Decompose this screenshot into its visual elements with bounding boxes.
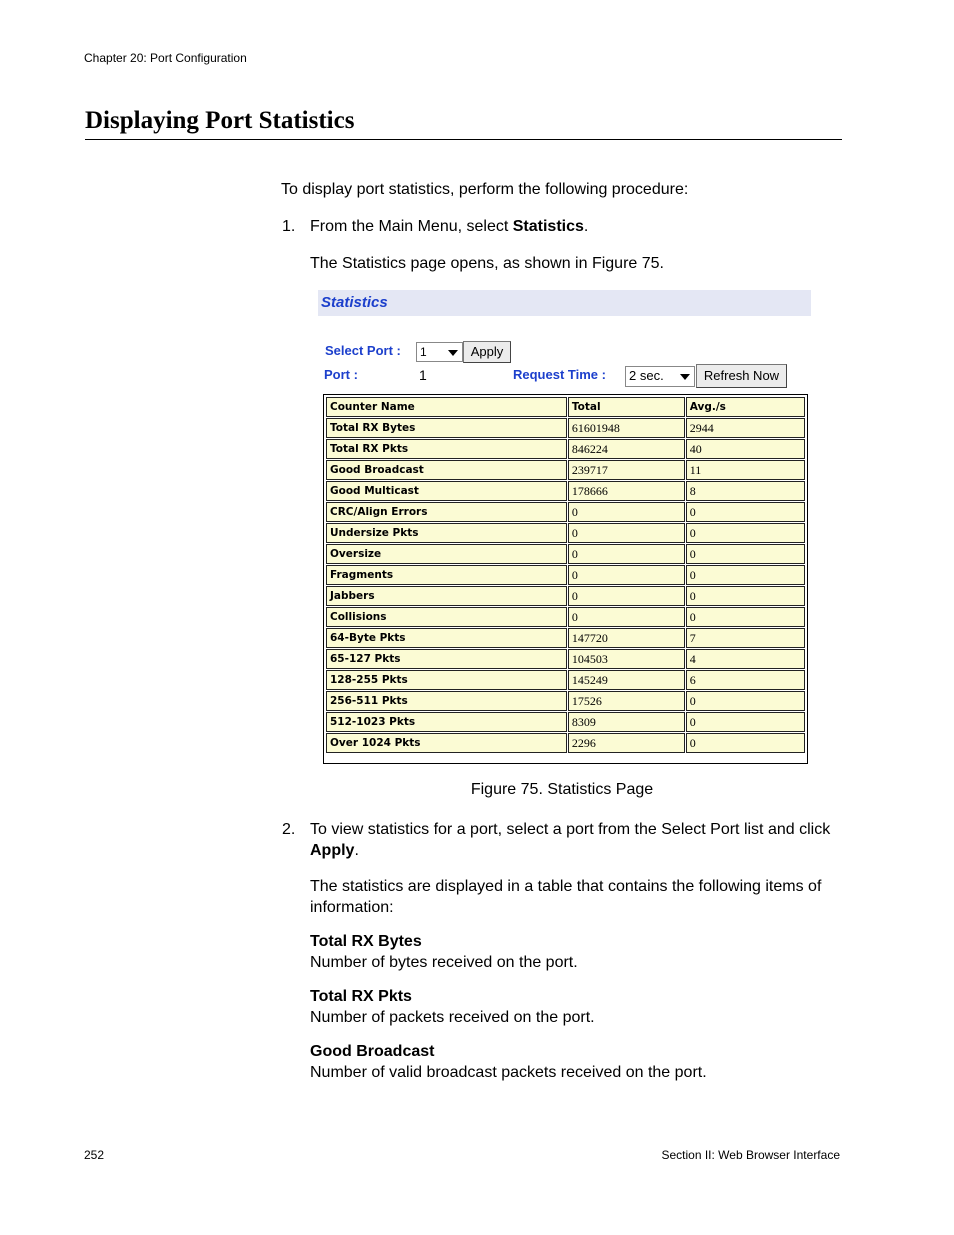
table-row bbox=[326, 649, 805, 669]
table-row bbox=[326, 712, 805, 732]
counter-name-cell: Over 1024 Pkts bbox=[326, 733, 567, 753]
avg-cell: 40 bbox=[686, 439, 805, 459]
total-cell: 0 bbox=[568, 544, 685, 564]
counter-name-cell: Good Broadcast bbox=[326, 460, 567, 480]
request-time-dropdown[interactable] bbox=[625, 366, 695, 387]
counter-name-cell: 64-Byte Pkts bbox=[326, 628, 567, 648]
statistics-panel-title: Statistics bbox=[318, 290, 811, 316]
total-cell: 846224 bbox=[568, 439, 685, 459]
avg-cell: 0 bbox=[686, 691, 805, 711]
statistics-table bbox=[325, 396, 806, 754]
table-row bbox=[326, 670, 805, 690]
avg-cell: 2944 bbox=[686, 418, 805, 438]
figure-caption: Figure 75. Statistics Page bbox=[470, 781, 654, 798]
total-cell: 61601948 bbox=[568, 418, 685, 438]
button-reference: Apply bbox=[310, 842, 355, 859]
total-cell: 2296 bbox=[568, 733, 685, 753]
running-header: Chapter 20: Port Configuration bbox=[84, 51, 247, 65]
table-row bbox=[326, 565, 805, 585]
counter-name-cell: Total RX Bytes bbox=[326, 418, 567, 438]
definition-description: Number of valid broadcast packets received on the port. bbox=[310, 1064, 707, 1081]
port-label: Port : bbox=[324, 367, 358, 382]
definition-item bbox=[310, 986, 845, 1028]
table-row bbox=[326, 628, 805, 648]
select-port-dropdown[interactable] bbox=[416, 342, 463, 362]
total-cell: 145249 bbox=[568, 670, 685, 690]
intro-paragraph: To display port statistics, perform the following procedure: bbox=[281, 181, 689, 198]
table-header-row bbox=[326, 397, 805, 417]
avg-cell: 7 bbox=[686, 628, 805, 648]
total-cell: 0 bbox=[568, 523, 685, 543]
step-2: 2. To view statistics for a port, select a port from the Select Port list and click Apply. bbox=[282, 821, 831, 859]
total-cell: 0 bbox=[568, 607, 685, 627]
step-1: 1. From the Main Menu, select Statistics. bbox=[282, 218, 589, 235]
table-row bbox=[326, 586, 805, 606]
definition-description: Number of bytes received on the port. bbox=[310, 954, 578, 971]
refresh-now-button[interactable]: Refresh Now bbox=[696, 364, 787, 388]
table-row bbox=[326, 481, 805, 501]
menu-item-reference: Statistics bbox=[512, 218, 584, 235]
total-cell: 0 bbox=[568, 565, 685, 585]
section-title: Displaying Port Statistics bbox=[85, 107, 842, 140]
definition-item bbox=[310, 1041, 845, 1083]
counter-name-cell: 256-511 Pkts bbox=[326, 691, 567, 711]
total-cell: 178666 bbox=[568, 481, 685, 501]
table-row bbox=[326, 460, 805, 480]
total-cell: 8309 bbox=[568, 712, 685, 732]
step-number: 2. bbox=[282, 821, 296, 838]
request-time-label: Request Time : bbox=[513, 367, 606, 382]
column-header-total: Total bbox=[568, 397, 685, 417]
table-row bbox=[326, 439, 805, 459]
counter-name-cell: 512-1023 Pkts bbox=[326, 712, 567, 732]
counter-name-cell: Jabbers bbox=[326, 586, 567, 606]
table-row bbox=[326, 544, 805, 564]
avg-cell: 0 bbox=[686, 712, 805, 732]
avg-cell: 0 bbox=[686, 586, 805, 606]
definition-term: Total RX Bytes bbox=[310, 933, 422, 950]
avg-cell: 0 bbox=[686, 733, 805, 753]
total-cell: 239717 bbox=[568, 460, 685, 480]
table-row bbox=[326, 502, 805, 522]
definition-term: Good Broadcast bbox=[310, 1043, 435, 1060]
avg-cell: 4 bbox=[686, 649, 805, 669]
avg-cell: 0 bbox=[686, 523, 805, 543]
table-row bbox=[326, 607, 805, 627]
step-2-followup: The statistics are displayed in a table that contains the following items of information: bbox=[310, 878, 822, 916]
counter-name-cell: Total RX Pkts bbox=[326, 439, 567, 459]
step-number: 1. bbox=[282, 218, 296, 235]
avg-cell: 8 bbox=[686, 481, 805, 501]
table-row bbox=[326, 691, 805, 711]
counter-name-cell: Good Multicast bbox=[326, 481, 567, 501]
total-cell: 17526 bbox=[568, 691, 685, 711]
counter-name-cell: Collisions bbox=[326, 607, 567, 627]
counter-name-cell: Fragments bbox=[326, 565, 567, 585]
statistics-table-frame bbox=[323, 394, 808, 764]
total-cell: 0 bbox=[568, 502, 685, 522]
definition-description: Number of packets received on the port. bbox=[310, 1009, 595, 1026]
counter-name-cell: 128-255 Pkts bbox=[326, 670, 567, 690]
avg-cell: 0 bbox=[686, 565, 805, 585]
chevron-down-icon bbox=[680, 374, 690, 380]
definition-term: Total RX Pkts bbox=[310, 988, 412, 1005]
request-time-value: 2 sec. bbox=[629, 368, 664, 383]
total-cell: 147720 bbox=[568, 628, 685, 648]
avg-cell: 0 bbox=[686, 502, 805, 522]
apply-button[interactable]: Apply bbox=[463, 341, 511, 363]
footer-section: Section II: Web Browser Interface bbox=[661, 1148, 840, 1162]
select-port-label: Select Port : bbox=[325, 343, 401, 358]
step-1-followup: The Statistics page opens, as shown in Figure 75. bbox=[310, 255, 664, 272]
port-value: 1 bbox=[419, 367, 427, 383]
column-header-counter-name: Counter Name bbox=[326, 397, 567, 417]
avg-cell: 11 bbox=[686, 460, 805, 480]
column-header-avg: Avg./s bbox=[686, 397, 805, 417]
select-port-value: 1 bbox=[420, 345, 427, 359]
avg-cell: 6 bbox=[686, 670, 805, 690]
definition-list bbox=[310, 931, 845, 1083]
table-row bbox=[326, 523, 805, 543]
total-cell: 0 bbox=[568, 586, 685, 606]
counter-name-cell: Undersize Pkts bbox=[326, 523, 567, 543]
definition-item bbox=[310, 931, 845, 973]
chevron-down-icon bbox=[448, 350, 458, 356]
counter-name-cell: Oversize bbox=[326, 544, 567, 564]
avg-cell: 0 bbox=[686, 544, 805, 564]
counter-name-cell: 65-127 Pkts bbox=[326, 649, 567, 669]
counter-name-cell: CRC/Align Errors bbox=[326, 502, 567, 522]
avg-cell: 0 bbox=[686, 607, 805, 627]
page-number: 252 bbox=[84, 1148, 105, 1162]
table-row bbox=[326, 418, 805, 438]
table-row bbox=[326, 733, 805, 753]
total-cell: 104503 bbox=[568, 649, 685, 669]
